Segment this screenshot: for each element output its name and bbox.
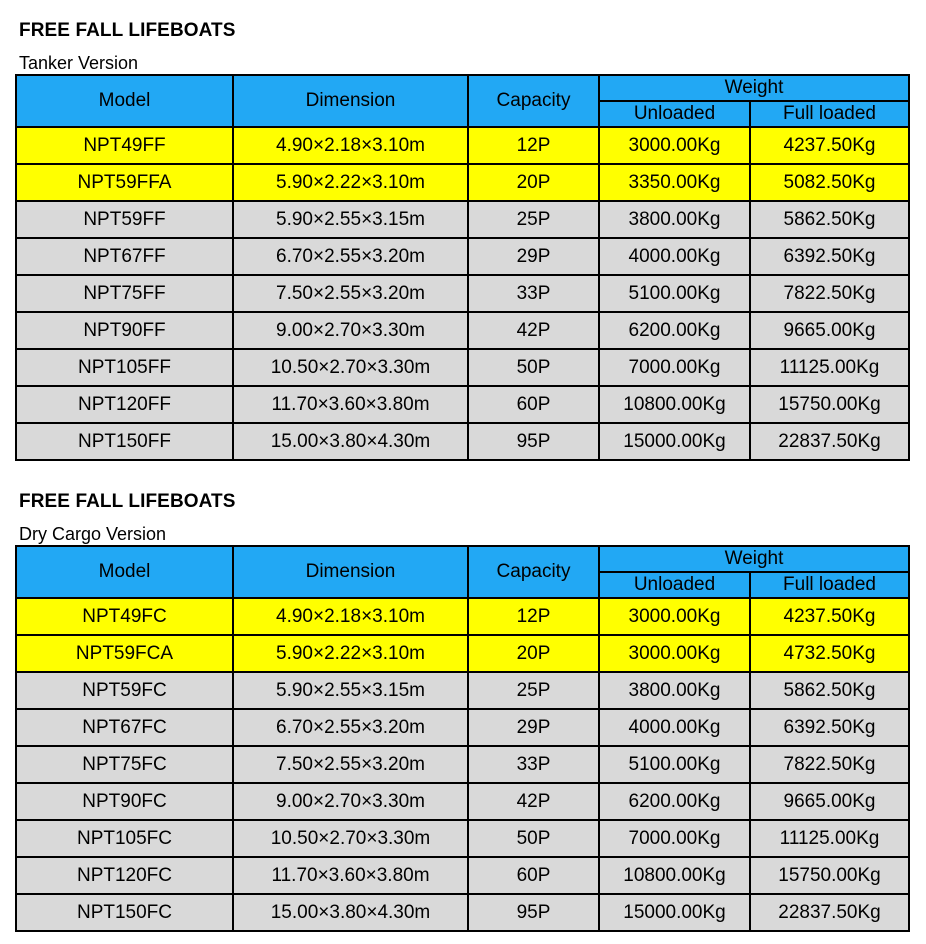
cell-model: NPT59FFA bbox=[16, 164, 233, 201]
cell-unloaded: 3800.00Kg bbox=[599, 672, 750, 709]
cell-model: NPT150FF bbox=[16, 423, 233, 460]
cell-model: NPT59FCA bbox=[16, 635, 233, 672]
cell-full-loaded: 4732.50Kg bbox=[750, 635, 909, 672]
table-row bbox=[16, 746, 909, 783]
cell-dimension: 9.00×2.70×3.30m bbox=[233, 312, 468, 349]
cell-model: NPT90FC bbox=[16, 783, 233, 820]
table-row bbox=[16, 672, 909, 709]
cell-capacity: 12P bbox=[468, 127, 599, 164]
cell-full-loaded: 5862.50Kg bbox=[750, 201, 909, 238]
cell-capacity: 42P bbox=[468, 783, 599, 820]
cell-unloaded: 7000.00Kg bbox=[599, 349, 750, 386]
table-row bbox=[16, 312, 909, 349]
header-full-loaded: Full loaded bbox=[750, 101, 909, 127]
cell-unloaded: 6200.00Kg bbox=[599, 312, 750, 349]
cell-model: NPT59FF bbox=[16, 201, 233, 238]
cell-dimension: 6.70×2.55×3.20m bbox=[233, 238, 468, 275]
cell-dimension: 4.90×2.18×3.10m bbox=[233, 127, 468, 164]
header-capacity: Capacity bbox=[468, 546, 599, 598]
cell-full-loaded: 5862.50Kg bbox=[750, 672, 909, 709]
cell-unloaded: 3800.00Kg bbox=[599, 201, 750, 238]
header-weight: Weight bbox=[599, 75, 909, 101]
cell-model: NPT105FC bbox=[16, 820, 233, 857]
table-row bbox=[16, 349, 909, 386]
section-subtitle: Tanker Version bbox=[19, 53, 139, 73]
table-row bbox=[16, 238, 909, 275]
cell-model: NPT75FC bbox=[16, 746, 233, 783]
cell-dimension: 5.90×2.22×3.10m bbox=[233, 164, 468, 201]
tanker-spec-table bbox=[15, 74, 910, 461]
cell-model: NPT49FC bbox=[16, 598, 233, 635]
section-subtitle: Dry Cargo Version bbox=[19, 524, 167, 544]
table-row bbox=[16, 598, 909, 635]
cell-dimension: 15.00×3.80×4.30m bbox=[233, 423, 468, 460]
cell-capacity: 50P bbox=[468, 820, 599, 857]
header-model: Model bbox=[16, 546, 233, 598]
cell-model: NPT105FF bbox=[16, 349, 233, 386]
cell-dimension: 7.50×2.55×3.20m bbox=[233, 746, 468, 783]
cell-unloaded: 10800.00Kg bbox=[599, 857, 750, 894]
cell-full-loaded: 15750.00Kg bbox=[750, 386, 909, 423]
cell-model: NPT67FC bbox=[16, 709, 233, 746]
cell-capacity: 95P bbox=[468, 423, 599, 460]
cell-dimension: 11.70×3.60×3.80m bbox=[233, 386, 468, 423]
table-row bbox=[16, 783, 909, 820]
cell-capacity: 29P bbox=[468, 238, 599, 275]
table-row bbox=[16, 164, 909, 201]
cell-dimension: 10.50×2.70×3.30m bbox=[233, 820, 468, 857]
header-model: Model bbox=[16, 75, 233, 127]
cell-full-loaded: 15750.00Kg bbox=[750, 857, 909, 894]
cell-capacity: 25P bbox=[468, 672, 599, 709]
cell-full-loaded: 4237.50Kg bbox=[750, 127, 909, 164]
cell-full-loaded: 9665.00Kg bbox=[750, 312, 909, 349]
header-dimension: Dimension bbox=[233, 546, 468, 598]
cell-model: NPT120FF bbox=[16, 386, 233, 423]
table-row bbox=[16, 709, 909, 746]
table-body bbox=[16, 598, 909, 931]
cell-unloaded: 7000.00Kg bbox=[599, 820, 750, 857]
table-row bbox=[16, 857, 909, 894]
cell-unloaded: 5100.00Kg bbox=[599, 275, 750, 312]
cell-dimension: 15.00×3.80×4.30m bbox=[233, 894, 468, 931]
cell-capacity: 33P bbox=[468, 746, 599, 783]
cell-full-loaded: 7822.50Kg bbox=[750, 746, 909, 783]
cell-dimension: 5.90×2.55×3.15m bbox=[233, 672, 468, 709]
cell-unloaded: 4000.00Kg bbox=[599, 709, 750, 746]
cell-unloaded: 3350.00Kg bbox=[599, 164, 750, 201]
cell-capacity: 20P bbox=[468, 635, 599, 672]
cell-model: NPT75FF bbox=[16, 275, 233, 312]
cell-dimension: 10.50×2.70×3.30m bbox=[233, 349, 468, 386]
cell-unloaded: 6200.00Kg bbox=[599, 783, 750, 820]
table-body bbox=[16, 127, 909, 460]
cell-capacity: 60P bbox=[468, 857, 599, 894]
cell-unloaded: 15000.00Kg bbox=[599, 894, 750, 931]
cell-model: NPT67FF bbox=[16, 238, 233, 275]
table-row bbox=[16, 127, 909, 164]
table-row bbox=[16, 386, 909, 423]
cell-model: NPT49FF bbox=[16, 127, 233, 164]
cell-full-loaded: 6392.50Kg bbox=[750, 238, 909, 275]
cell-full-loaded: 5082.50Kg bbox=[750, 164, 909, 201]
cell-dimension: 7.50×2.55×3.20m bbox=[233, 275, 468, 312]
cell-capacity: 95P bbox=[468, 894, 599, 931]
cell-capacity: 60P bbox=[468, 386, 599, 423]
cell-capacity: 50P bbox=[468, 349, 599, 386]
table-row bbox=[16, 820, 909, 857]
cell-unloaded: 15000.00Kg bbox=[599, 423, 750, 460]
section-title: FREE FALL LIFEBOATS bbox=[19, 491, 236, 512]
cell-model: NPT59FC bbox=[16, 672, 233, 709]
header-capacity: Capacity bbox=[468, 75, 599, 127]
header-unloaded: Unloaded bbox=[599, 572, 750, 598]
cell-unloaded: 4000.00Kg bbox=[599, 238, 750, 275]
cell-dimension: 11.70×3.60×3.80m bbox=[233, 857, 468, 894]
cell-dimension: 6.70×2.55×3.20m bbox=[233, 709, 468, 746]
cell-full-loaded: 22837.50Kg bbox=[750, 423, 909, 460]
table-row bbox=[16, 635, 909, 672]
cell-unloaded: 3000.00Kg bbox=[599, 598, 750, 635]
cell-model: NPT150FC bbox=[16, 894, 233, 931]
section-title: FREE FALL LIFEBOATS bbox=[19, 20, 236, 41]
header-dimension: Dimension bbox=[233, 75, 468, 127]
cell-capacity: 20P bbox=[468, 164, 599, 201]
cell-capacity: 33P bbox=[468, 275, 599, 312]
cell-unloaded: 5100.00Kg bbox=[599, 746, 750, 783]
cell-model: NPT90FF bbox=[16, 312, 233, 349]
cell-dimension: 5.90×2.55×3.15m bbox=[233, 201, 468, 238]
cell-model: NPT120FC bbox=[16, 857, 233, 894]
cell-unloaded: 10800.00Kg bbox=[599, 386, 750, 423]
cell-full-loaded: 11125.00Kg bbox=[750, 349, 909, 386]
cell-unloaded: 3000.00Kg bbox=[599, 127, 750, 164]
cell-dimension: 5.90×2.22×3.10m bbox=[233, 635, 468, 672]
table-row bbox=[16, 201, 909, 238]
table-row bbox=[16, 894, 909, 931]
table-row bbox=[16, 275, 909, 312]
cell-unloaded: 3000.00Kg bbox=[599, 635, 750, 672]
cell-capacity: 25P bbox=[468, 201, 599, 238]
cell-dimension: 9.00×2.70×3.30m bbox=[233, 783, 468, 820]
header-full-loaded: Full loaded bbox=[750, 572, 909, 598]
cell-full-loaded: 22837.50Kg bbox=[750, 894, 909, 931]
cell-full-loaded: 6392.50Kg bbox=[750, 709, 909, 746]
cell-full-loaded: 9665.00Kg bbox=[750, 783, 909, 820]
cell-full-loaded: 4237.50Kg bbox=[750, 598, 909, 635]
header-weight: Weight bbox=[599, 546, 909, 572]
cell-capacity: 42P bbox=[468, 312, 599, 349]
cell-capacity: 29P bbox=[468, 709, 599, 746]
cell-full-loaded: 7822.50Kg bbox=[750, 275, 909, 312]
cell-full-loaded: 11125.00Kg bbox=[750, 820, 909, 857]
cell-capacity: 12P bbox=[468, 598, 599, 635]
table-row bbox=[16, 423, 909, 460]
dry-cargo-spec-table bbox=[15, 545, 910, 932]
header-unloaded: Unloaded bbox=[599, 101, 750, 127]
cell-dimension: 4.90×2.18×3.10m bbox=[233, 598, 468, 635]
